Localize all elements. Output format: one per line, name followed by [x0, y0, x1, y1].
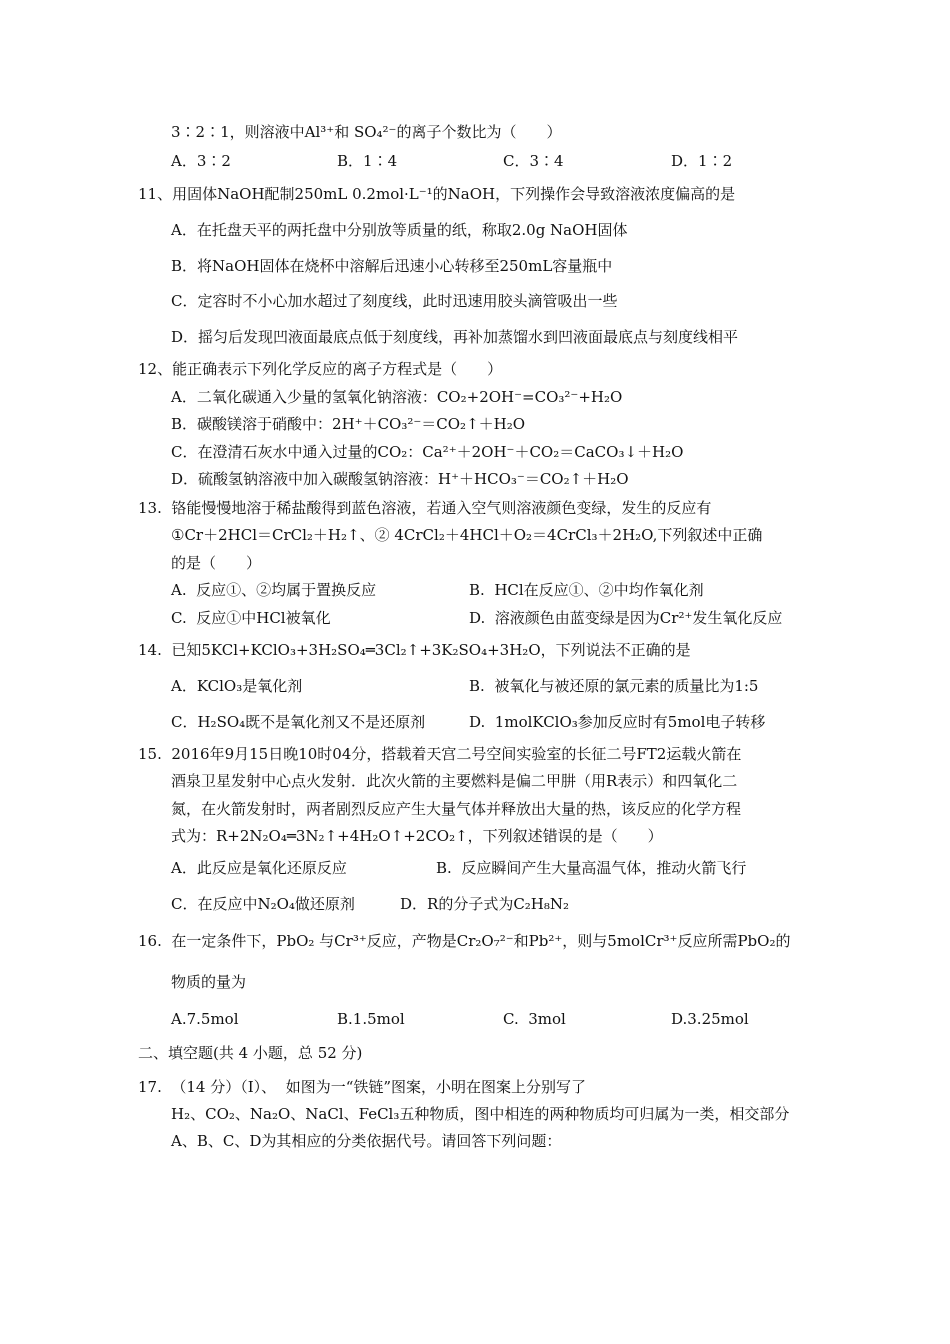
- q12-option-d: D．硫酸氢钠溶液中加入碳酸氢钠溶液：H⁺＋HCO₃⁻＝CO₂↑＋H₂O: [171, 470, 629, 488]
- q17-stem-line2: H₂、CO₂、Na₂O、NaCl、FeCl₃五种物质，图中相连的两种物质均可归属为一类，相交部分: [171, 1105, 790, 1123]
- q15-option-c: C．在反应中N₂O₄做还原剂: [171, 895, 355, 913]
- q13-option-d: D. 溶液颜色由蓝变绿是因为Cr²⁺发生氧化反应: [469, 609, 783, 627]
- q13-option-a: A. 反应①、②均属于置换反应: [171, 581, 377, 599]
- q16-option-d: D.3.25mol: [671, 1010, 749, 1028]
- q15-stem-line3: 氮，在火箭发射时，两者剧烈反应产生大量气体并释放出大量的热，该反应的化学方程: [171, 800, 742, 818]
- q14-option-d: D. 1molKClO₃参加反应时有5mol电子转移: [469, 713, 766, 731]
- q17-stem-line1: 17. （14 分）（Ⅰ）、 如图为一“铁链”图案，小明在图案上分别写了: [138, 1078, 587, 1096]
- q15-option-b: B. 反应瞬间产生大量高温气体，推动火箭飞行: [436, 859, 747, 877]
- q16-option-c: C. 3mol: [503, 1010, 566, 1028]
- q17-stem-line3: A、B、C、D为其相应的分类依据代号。请回答下列问题：: [171, 1132, 562, 1150]
- q10-stem-continuation: 3∶2∶1，则溶液中Al³⁺和 SO₄²⁻的离子个数比为（ ）: [171, 123, 562, 141]
- q11-option-d: D．摇匀后发现凹液面最底点低于刻度线，再补加蒸馏水到凹液面最底点与刻度线相平: [171, 328, 739, 346]
- q15-stem-line1: 15. 2016年9月15日晚10时04分，搭载着天宫二号空间实验室的长征二号FT2运载火箭在: [138, 745, 742, 763]
- q10-option-d: D．1∶2: [671, 152, 733, 170]
- q13-option-c: C. 反应①中HCl被氧化: [171, 609, 331, 627]
- q12-option-c: C．在澄清石灰水中通入过量的CO₂：Ca²⁺＋2OH⁻＋CO₂＝CaCO₃↓＋H₂O: [171, 443, 684, 461]
- q16-option-b: B.1.5mol: [337, 1010, 405, 1028]
- q11-stem: 11、用固体NaOH配制250mL 0.2mol·L⁻¹的NaOH，下列操作会导致溶液浓度偏高的是: [138, 185, 736, 203]
- q12-option-b: B．碳酸镁溶于硝酸中：2H⁺＋CO₃²⁻＝CO₂↑＋H₂O: [171, 415, 526, 433]
- q14-option-a: A．KClO₃是氧化剂: [171, 677, 303, 695]
- q15-stem-line2: 酒泉卫星发射中心点火发射．此次火箭的主要燃料是偏二甲肼（用R表示）和四氧化二: [171, 772, 738, 790]
- q12-option-a: A．二氧化碳通入少量的氢氧化钠溶液：CO₂+2OH⁻=CO₃²⁻+H₂O: [171, 388, 623, 406]
- q11-option-b: B．将NaOH固体在烧杯中溶解后迅速小心转移至250mL容量瓶中: [171, 257, 613, 275]
- q16-stem-line1: 16. 在一定条件下，PbO₂ 与Cr³⁺反应，产物是Cr₂O₇²⁻和Pb²⁺，则与5molCr³⁺反应所需PbO₂的: [138, 932, 791, 950]
- q10-option-b: B．1∶4: [337, 152, 398, 170]
- q13-stem-line3: 的是（ ）: [171, 554, 262, 572]
- q10-option-a: A．3∶2: [171, 152, 231, 170]
- q13-option-b: B. HCl在反应①、②中均作氧化剂: [469, 581, 704, 599]
- q14-option-b: B. 被氧化与被还原的氯元素的质量比为1:5: [469, 677, 759, 695]
- q11-option-a: A．在托盘天平的两托盘中分别放等质量的纸，称取2.0g NaOH固体: [171, 221, 628, 239]
- q13-stem-line2: ①Cr＋2HCl＝CrCl₂＋H₂↑、② 4CrCl₂＋4HCl＋O₂＝4CrCl₃＋2H₂O,下列叙述中正确: [171, 526, 763, 544]
- q15-stem-line4: 式为：R+2N₂O₄═3N₂↑+4H₂O↑+2CO₂↑，下列叙述错误的是（ ）: [171, 827, 663, 845]
- section-heading: 二、填空题(共 4 小题，总 52 分): [138, 1044, 363, 1062]
- q16-option-a: A.7.5mol: [171, 1010, 239, 1028]
- q15-option-d: D．R的分子式为C₂H₈N₂: [400, 895, 570, 913]
- q14-stem: 14. 已知5KCl+KClO₃+3H₂SO₄═3Cl₂↑+3K₂SO₄+3H₂O，下列说法不正确的是: [138, 641, 691, 659]
- q16-stem-line2: 物质的量为: [171, 973, 247, 991]
- q15-option-a: A．此反应是氧化还原反应: [171, 859, 347, 877]
- q14-option-c: C．H₂SO₄既不是氧化剂又不是还原剂: [171, 713, 426, 731]
- q11-option-c: C．定容时不小心加水超过了刻度线，此时迅速用胶头滴管吸出一些: [171, 292, 618, 310]
- q12-stem: 12、能正确表示下列化学反应的离子方程式是（ ）: [138, 360, 503, 378]
- q10-option-c: C．3∶4: [503, 152, 564, 170]
- q13-stem-line1: 13. 铬能慢慢地溶于稀盐酸得到蓝色溶液，若通入空气则溶液颜色变绿，发生的反应有: [138, 499, 712, 517]
